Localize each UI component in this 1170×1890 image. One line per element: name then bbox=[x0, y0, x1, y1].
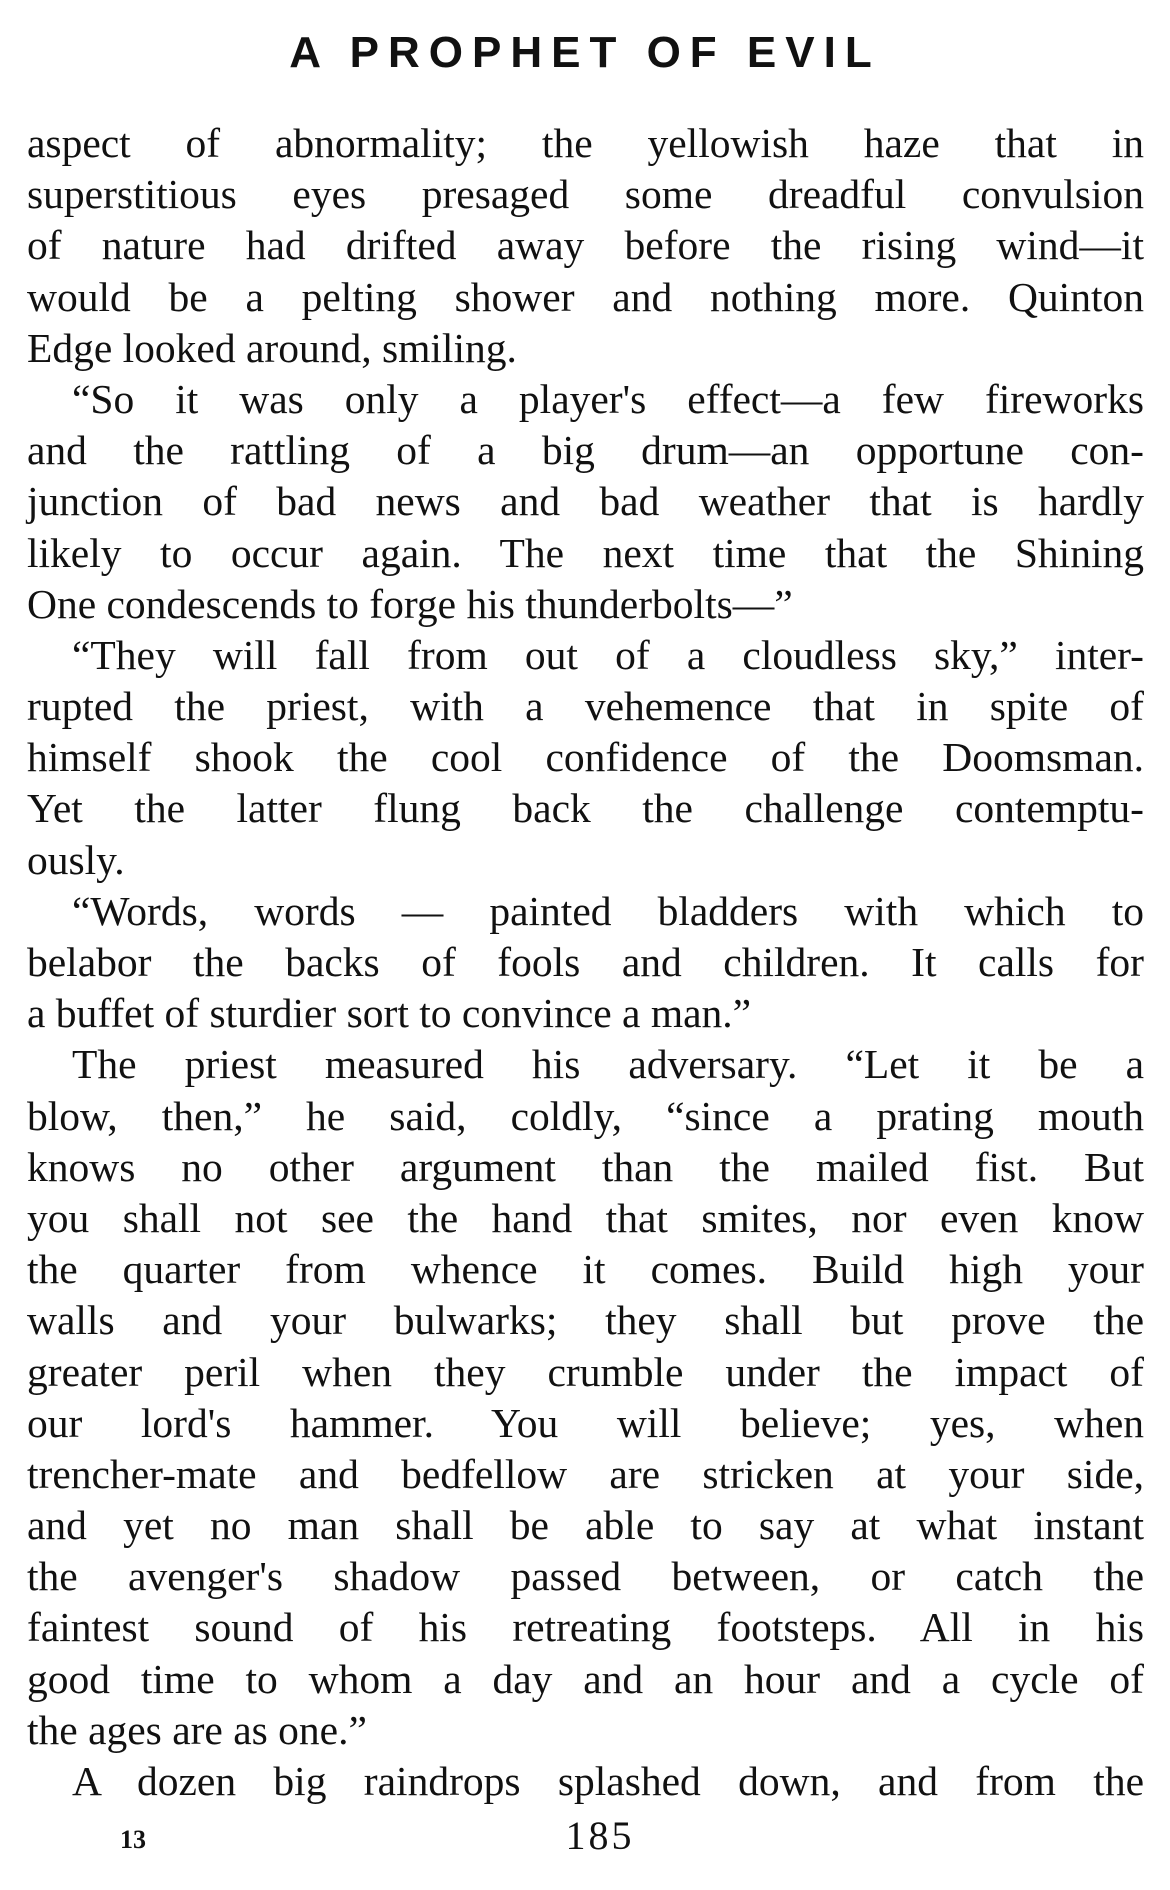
text-line: of nature had drifted away before the rising wind—it bbox=[27, 222, 1144, 269]
text-line: ously. bbox=[27, 836, 125, 883]
text-line: good time to whom a day and an hour and a cycle of bbox=[27, 1655, 1144, 1702]
text-line: “They will fall from out of a cloudless sky,” inter- bbox=[72, 631, 1144, 678]
text-line: greater peril when they crumble under the impact of bbox=[27, 1348, 1144, 1395]
text-line: likely to occur again. The next time that the Shining bbox=[27, 529, 1144, 576]
text-line: A dozen big raindrops splashed down, and from the bbox=[72, 1758, 1144, 1804]
text-line: “Words, words — painted bladders with which to bbox=[72, 887, 1144, 934]
signature-mark: 13 bbox=[120, 1825, 146, 1854]
text-line: walls and your bulwarks; they shall but prove the bbox=[27, 1297, 1144, 1344]
text-line: faintest sound of his retreating footsteps. All in his bbox=[27, 1604, 1144, 1651]
body-text bbox=[27, 118, 1144, 1807]
text-line: Edge looked around, smiling. bbox=[27, 324, 517, 371]
text-line: would be a pelting shower and nothing more. Quinton bbox=[27, 273, 1144, 320]
text-line: himself shook the cool confidence of the Doomsman. bbox=[27, 734, 1144, 781]
text-line: trencher-mate and bedfellow are stricken at your side, bbox=[27, 1450, 1144, 1497]
page-number: 185 bbox=[565, 1813, 635, 1858]
text-line: the avenger's shadow passed between, or catch the bbox=[27, 1553, 1144, 1600]
text-line: The priest measured his adversary. “Let it be a bbox=[72, 1041, 1144, 1088]
text-line: and the rattling of a big drum—an opportune con- bbox=[27, 427, 1144, 474]
text-line: the quarter from whence it comes. Build high your bbox=[27, 1246, 1144, 1293]
text-line: aspect of abnormality; the yellowish haze that in bbox=[27, 120, 1144, 166]
text-line: One condescends to forge his thunderbolts—” bbox=[27, 580, 793, 627]
text-line: belabor the backs of fools and children. It calls for bbox=[27, 939, 1144, 985]
running-title: A PROPHET OF EVIL bbox=[289, 28, 881, 77]
text-line: Yet the latter flung back the challenge contemptu- bbox=[27, 785, 1144, 832]
text-line: junction of bad news and bad weather that is hardly bbox=[27, 478, 1144, 525]
text-line: and yet no man shall be able to say at what instant bbox=[27, 1502, 1144, 1549]
text-line: “So it was only a player's effect—a few fireworks bbox=[72, 375, 1144, 422]
text-line: the ages are as one.” bbox=[27, 1706, 367, 1753]
text-line: you shall not see the hand that smites, nor even know bbox=[27, 1194, 1144, 1241]
text-line: our lord's hammer. You will believe; yes, when bbox=[27, 1399, 1144, 1446]
text-line: a buffet of sturdier sort to convince a man.” bbox=[27, 990, 752, 1037]
text-line: knows no other argument than the mailed fist. But bbox=[27, 1143, 1144, 1190]
text-line: rupted the priest, with a vehemence that in spite of bbox=[27, 683, 1144, 730]
text-line: blow, then,” he said, coldly, “since a prating mouth bbox=[27, 1092, 1144, 1139]
text-line: superstitious eyes presaged some dreadful convulsion bbox=[27, 171, 1144, 218]
